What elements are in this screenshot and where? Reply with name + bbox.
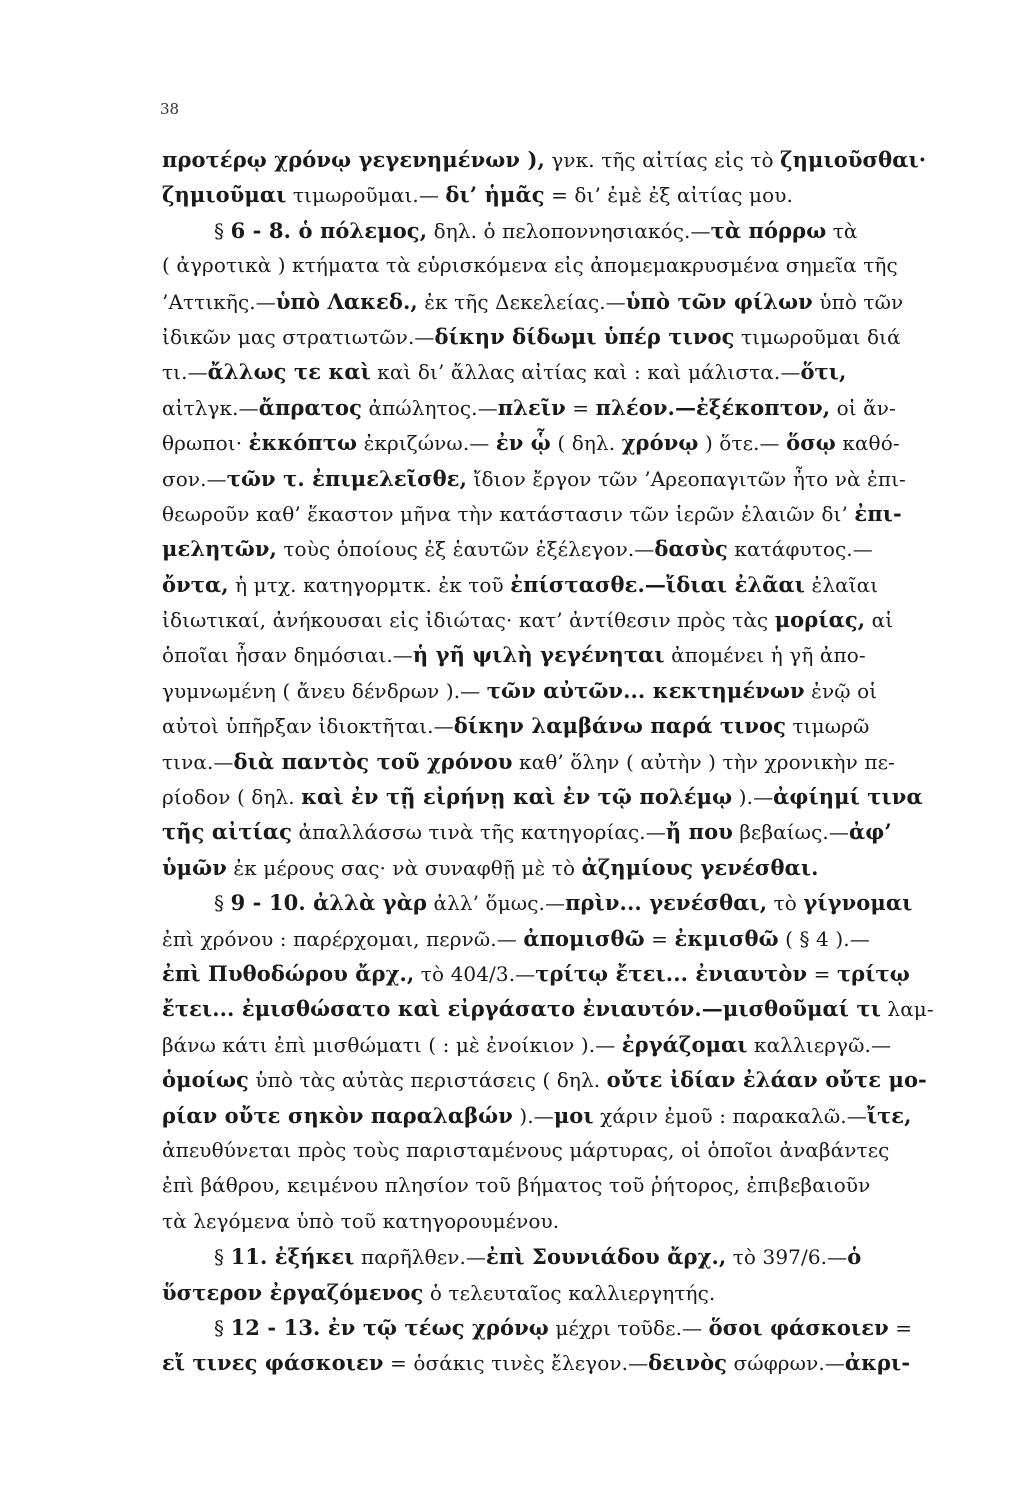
text-line	[162, 673, 988, 708]
lemma-term: ἐπὶ Πυθοδώρου ἄρχ.,	[162, 960, 415, 986]
gloss-text: ’Αττικῆς.—	[162, 289, 276, 314]
text-line	[162, 991, 988, 1026]
gloss-text: ἐκριζώνω.—	[357, 431, 496, 456]
gloss-text: καθ’ ὅλην ( αὐτὴν ) τὴν χρονικὴν πε-	[512, 749, 895, 774]
gloss-text: τὸ 397/6.—	[726, 1245, 848, 1270]
lemma-term: ἀπομισθῶ	[523, 925, 645, 951]
text-line	[162, 390, 988, 425]
gloss-text: ὑπὸ τῶν	[812, 289, 904, 314]
gloss-text: τὸ	[767, 891, 804, 916]
gloss-text: ρίοδον ( δηλ.	[162, 785, 302, 810]
lemma-term: ἤ που	[665, 819, 733, 845]
lemma-term: ζημιοῦσθαι·	[780, 147, 927, 172]
gloss-text: τὰ λεγόμενα ὑπὸ τοῦ κατηγορουμένου.	[162, 1208, 560, 1233]
text-line	[162, 284, 988, 319]
gloss-text: τὰ	[826, 218, 858, 243]
gloss-text: τιμωροῦμαι.—	[286, 183, 446, 208]
lemma-term: ἔτει... ἐμισθώσατο καὶ εἰργάσατο ἐνιαυτόν.—μισθοῦμαί τι	[162, 996, 881, 1022]
text-line	[162, 142, 988, 177]
text-line	[162, 850, 988, 885]
gloss-text: = δι’ ἐμὲ ἐξ αἰτίας μου.	[544, 183, 793, 208]
lemma-term: ὕστερον ἐργαζόμενος	[162, 1279, 424, 1305]
lemma-term: ζημιοῦμαι	[162, 182, 287, 208]
gloss-text: ἀπομένει ἡ γῆ ἀπο-	[664, 643, 866, 668]
lemma-term: τῶν τ. ἐπιμελεῖσθε,	[226, 465, 468, 491]
gloss-text: αἱ	[865, 608, 894, 633]
lemma-term: ἀκρι-	[844, 1350, 911, 1376]
lemma-term: πλέον.—ἐξέκοπτον,	[595, 394, 831, 420]
lemma-term: δίκην δίδωμι ὑπέρ τινος	[434, 323, 735, 349]
text-line	[162, 1204, 988, 1239]
gloss-text: δηλ. ὁ πελοποννησιακός.—	[427, 218, 711, 243]
gloss-text: βάνω κάτι ἐπὶ μισθώματι ( : μὲ ἐνοίκιον ).—	[162, 1032, 622, 1057]
lemma-term: δεινὸς	[648, 1350, 728, 1376]
lemma-term: 12 - 13. ἐν τῷ τέως χρόνῳ	[230, 1314, 549, 1340]
gloss-text: ἐπὶ χρόνου : παρέρχομαι, περνῶ.—	[162, 926, 524, 951]
gloss-text: ).—	[512, 1103, 554, 1128]
text-line	[162, 248, 988, 283]
gloss-text: =	[807, 961, 837, 986]
lemma-term: 9 - 10. ἀλλὰ γὰρ	[230, 890, 428, 916]
lemma-term: ἐπὶ Σουνιάδου ἄρχ.,	[486, 1244, 727, 1270]
lemma-term: 11. ἐξήκει	[230, 1244, 355, 1270]
lemma-term: ἐπι-	[854, 500, 902, 526]
gloss-text: =	[888, 1315, 913, 1340]
lemma-term: ὅτι,	[800, 359, 847, 385]
text-line	[162, 1062, 988, 1097]
text-line	[162, 744, 988, 779]
lemma-term: ἐκμισθῶ	[674, 925, 779, 951]
lemma-term: ἐκκόπτω	[248, 430, 358, 456]
text-line	[162, 567, 988, 602]
gloss-text: ἴδιον ἔργον τῶν ’Αρεοπαγιτῶν ἦτο νὰ ἐπι-	[467, 466, 906, 491]
gloss-text: ἰδικῶν μας στρατιωτῶν.—	[162, 324, 435, 349]
lemma-term: μελητῶν,	[162, 536, 277, 562]
gloss-text: ) ὅτε.—	[698, 431, 787, 456]
gloss-text: σον.—	[162, 466, 227, 491]
gloss-text: τι.—	[162, 360, 208, 385]
gloss-text: αἰτλγκ.—	[162, 395, 259, 420]
lemma-term: πλεῖν	[497, 394, 566, 420]
text-line	[162, 779, 988, 814]
gloss-text: θρωποι·	[162, 431, 249, 456]
lemma-term: τῆς αἰτίας	[162, 819, 293, 845]
lemma-term: πρὶν... γενέσθαι,	[565, 890, 768, 916]
lemma-term: ὑπὸ Λακεδ.,	[275, 288, 418, 314]
gloss-text: ἀπευθύνεται πρὸς τοὺς παρισταμένους μάρτυρας, οἱ ὁποῖοι ἀναβάντες	[162, 1137, 890, 1162]
text-line	[162, 956, 988, 991]
text-line	[162, 354, 988, 389]
gloss-text: ἐκ τῆς Δεκελείας.—	[417, 289, 626, 314]
gloss-text: καθό-	[835, 431, 900, 456]
lemma-term: τὰ πόρρω	[710, 217, 827, 243]
gloss-text: ὁ τελευταῖος καλλιεργητής.	[423, 1280, 716, 1305]
lemma-term: ἐν ᾧ	[495, 430, 551, 456]
lemma-term: καὶ ἐν τῇ εἰρήνῃ καὶ ἐν τῷ πολέμῳ	[301, 784, 733, 810]
lemma-term: ἄλλως τε καὶ	[207, 359, 371, 385]
gloss-text: ἐλαῖαι	[805, 572, 879, 597]
lemma-term: ἐπίστασθε.—ἴδιαι ἐλᾶαι	[510, 571, 806, 597]
lemma-term: εἴ τινες φάσκοιεν	[162, 1350, 384, 1376]
lemma-term: ὅσῳ	[786, 430, 836, 456]
lemma-term: μορίας,	[774, 607, 866, 633]
text-line	[162, 496, 988, 531]
gloss-text: ἐπὶ βάθρου, κειμένου πλησίον τοῦ βήματος τοῦ ῥήτορος, ἐπιβεβαιοῦν	[162, 1173, 871, 1198]
text-line	[162, 814, 988, 849]
gloss-text: ἡ μτχ. κατηγορμτκ. ἐκ τοῦ	[228, 572, 511, 597]
gloss-text: βεβαίως.—	[732, 820, 849, 845]
lemma-term: οὔτε ἰδίαν ἐλάαν οὔτε μο-	[606, 1067, 927, 1093]
gloss-text: ὑπὸ τὰς αὐτὰς περιστάσεις ( δηλ.	[248, 1068, 607, 1093]
lemma-term: ὑπὸ τῶν φίλων	[625, 288, 813, 314]
gloss-text: κατάφυτος.—	[727, 537, 873, 562]
lemma-term: γίγνομαι	[803, 890, 913, 916]
gloss-text: §	[214, 1315, 231, 1340]
lemma-term: δίκην λαμβάνω παρά τινος	[453, 713, 787, 739]
gloss-text: οἱ ἄν-	[830, 395, 896, 420]
lemma-term: τῶν αὐτῶν... κεκτημένων	[486, 677, 805, 703]
gloss-text: τιμωροῦμαι διά	[734, 324, 901, 349]
page-number: 38	[160, 100, 180, 118]
gloss-text: ἐκ μέρους σας· νὰ συναφθῇ μὲ τὸ	[226, 855, 582, 880]
text-line	[162, 1098, 988, 1133]
gloss-text: καὶ δι’ ἄλλας αἰτίας καὶ : καὶ μάλιστα.—	[370, 360, 801, 385]
gloss-text: ( δηλ.	[550, 431, 622, 456]
gloss-text: ( § 4 ).—	[778, 926, 870, 951]
gloss-text: §	[214, 218, 231, 243]
lemma-term: ὁμοίως	[162, 1067, 249, 1093]
lemma-term: ὑμῶν	[162, 854, 227, 880]
text-line	[162, 1027, 988, 1062]
lemma-term: ἀφ’	[848, 819, 892, 845]
commentary-text	[162, 142, 988, 1381]
lemma-term: ὄντα,	[162, 571, 229, 597]
gloss-text: μέχρι τοῦδε.—	[548, 1315, 709, 1340]
text-line	[162, 1133, 988, 1168]
gloss-text: ἰδιωτικαί, ἀνήκουσαι εἰς ἰδιώτας· κατ’ ἀντίθεσιν πρὸς τὰς	[162, 608, 775, 633]
gloss-text: γυμνωμένη ( ἄνευ δένδρων ).—	[162, 678, 487, 703]
text-line	[162, 213, 988, 248]
lemma-term: 6 - 8. ὁ πόλεμος,	[230, 217, 428, 243]
text-line	[162, 1168, 988, 1203]
lemma-term: χρόνῳ	[621, 430, 699, 456]
lemma-term: ἄπρατος	[258, 394, 362, 420]
gloss-text: τοὺς ὁποίους ἐξ ἑαυτῶν ἐξέλεγον.—	[276, 537, 655, 562]
lemma-term: ἐργάζομαι	[621, 1031, 748, 1057]
gloss-text: αὐτοὶ ὑπῆρξαν ἰδιοκτῆται.—	[162, 714, 454, 739]
lemma-term: δι’ ἡμᾶς	[445, 182, 545, 208]
text-line	[162, 637, 988, 672]
text-line	[162, 921, 988, 956]
gloss-text: γνκ. τῆς αἰτίας εἰς τὸ	[544, 148, 781, 172]
gloss-text: ).—	[732, 785, 774, 810]
lemma-term: ἀζημίους γενέσθαι.	[581, 854, 819, 880]
gloss-text: =	[644, 926, 675, 951]
gloss-text: καλλιεργῶ.—	[747, 1032, 892, 1057]
gloss-text: τὸ 404/3.—	[414, 961, 536, 986]
gloss-text: ὁποῖαι ἦσαν δημόσιαι.—	[162, 643, 413, 668]
gloss-text: = ὁσάκις τινὲς ἔλεγον.—	[383, 1351, 649, 1376]
gloss-text: ἀπαλλάσσω τινὰ τῆς κατηγορίας.—	[292, 820, 666, 845]
gloss-text: τινα.—	[162, 749, 234, 774]
lemma-term: ἀφίημί τινα	[773, 784, 923, 810]
gloss-text: =	[565, 395, 596, 420]
text-line	[162, 425, 988, 460]
gloss-text: §	[214, 1245, 231, 1270]
lemma-term: προτέρῳ χρόνῳ γεγενημένων ),	[162, 147, 545, 172]
lemma-term: ἴτε,	[866, 1102, 912, 1128]
text-line	[162, 885, 988, 920]
text-line	[162, 1275, 988, 1310]
lemma-term: ὁ	[847, 1244, 862, 1270]
gloss-text: ἀπώλητος.—	[361, 395, 498, 420]
text-line	[162, 531, 988, 566]
text-line	[162, 1345, 988, 1380]
lemma-term: ὅσοι φάσκοιεν	[708, 1314, 889, 1340]
gloss-text: ἀλλ’ ὅμως.—	[427, 891, 566, 916]
text-line	[162, 461, 988, 496]
gloss-text: λαμ-	[880, 997, 934, 1022]
gloss-text: θεωροῦν καθ’ ἕκαστον μῆνα τὴν κατάστασιν τῶν ἱερῶν ἐλαιῶν δι’	[162, 501, 855, 526]
gloss-text: παρῆλθεν.—	[354, 1245, 487, 1270]
lemma-term: δασὺς	[654, 536, 728, 562]
text-line	[162, 708, 988, 743]
text-line	[162, 602, 988, 637]
text-line	[162, 177, 988, 212]
gloss-text: τιμωρῶ	[786, 714, 870, 739]
text-line	[162, 1310, 988, 1345]
gloss-text: σώφρων.—	[727, 1351, 845, 1376]
lemma-term: ἡ γῆ ψιλὴ γεγένηται	[412, 642, 665, 668]
gloss-text: ἐνῷ οἱ	[804, 678, 878, 703]
lemma-term: τρίτῳ	[836, 960, 910, 986]
gloss-text: ( ἀγροτικὰ ) κτήματα τὰ εὑρισκόμενα εἰς ἀπομεμακρυσμένα σημεῖα τῆς	[162, 253, 898, 278]
lemma-term: μοι	[553, 1102, 594, 1128]
gloss-text: χάριν ἐμοῦ : παρακαλῶ.—	[593, 1103, 867, 1128]
lemma-term: διὰ παντὸς τοῦ χρόνου	[233, 748, 513, 774]
lemma-term: τρίτῳ ἔτει... ἐνιαυτὸν	[535, 960, 808, 986]
text-line	[162, 319, 988, 354]
gloss-text: §	[214, 891, 231, 916]
text-line	[162, 1239, 988, 1274]
lemma-term: ρίαν οὔτε σηκὸν παραλαβών	[162, 1102, 513, 1128]
